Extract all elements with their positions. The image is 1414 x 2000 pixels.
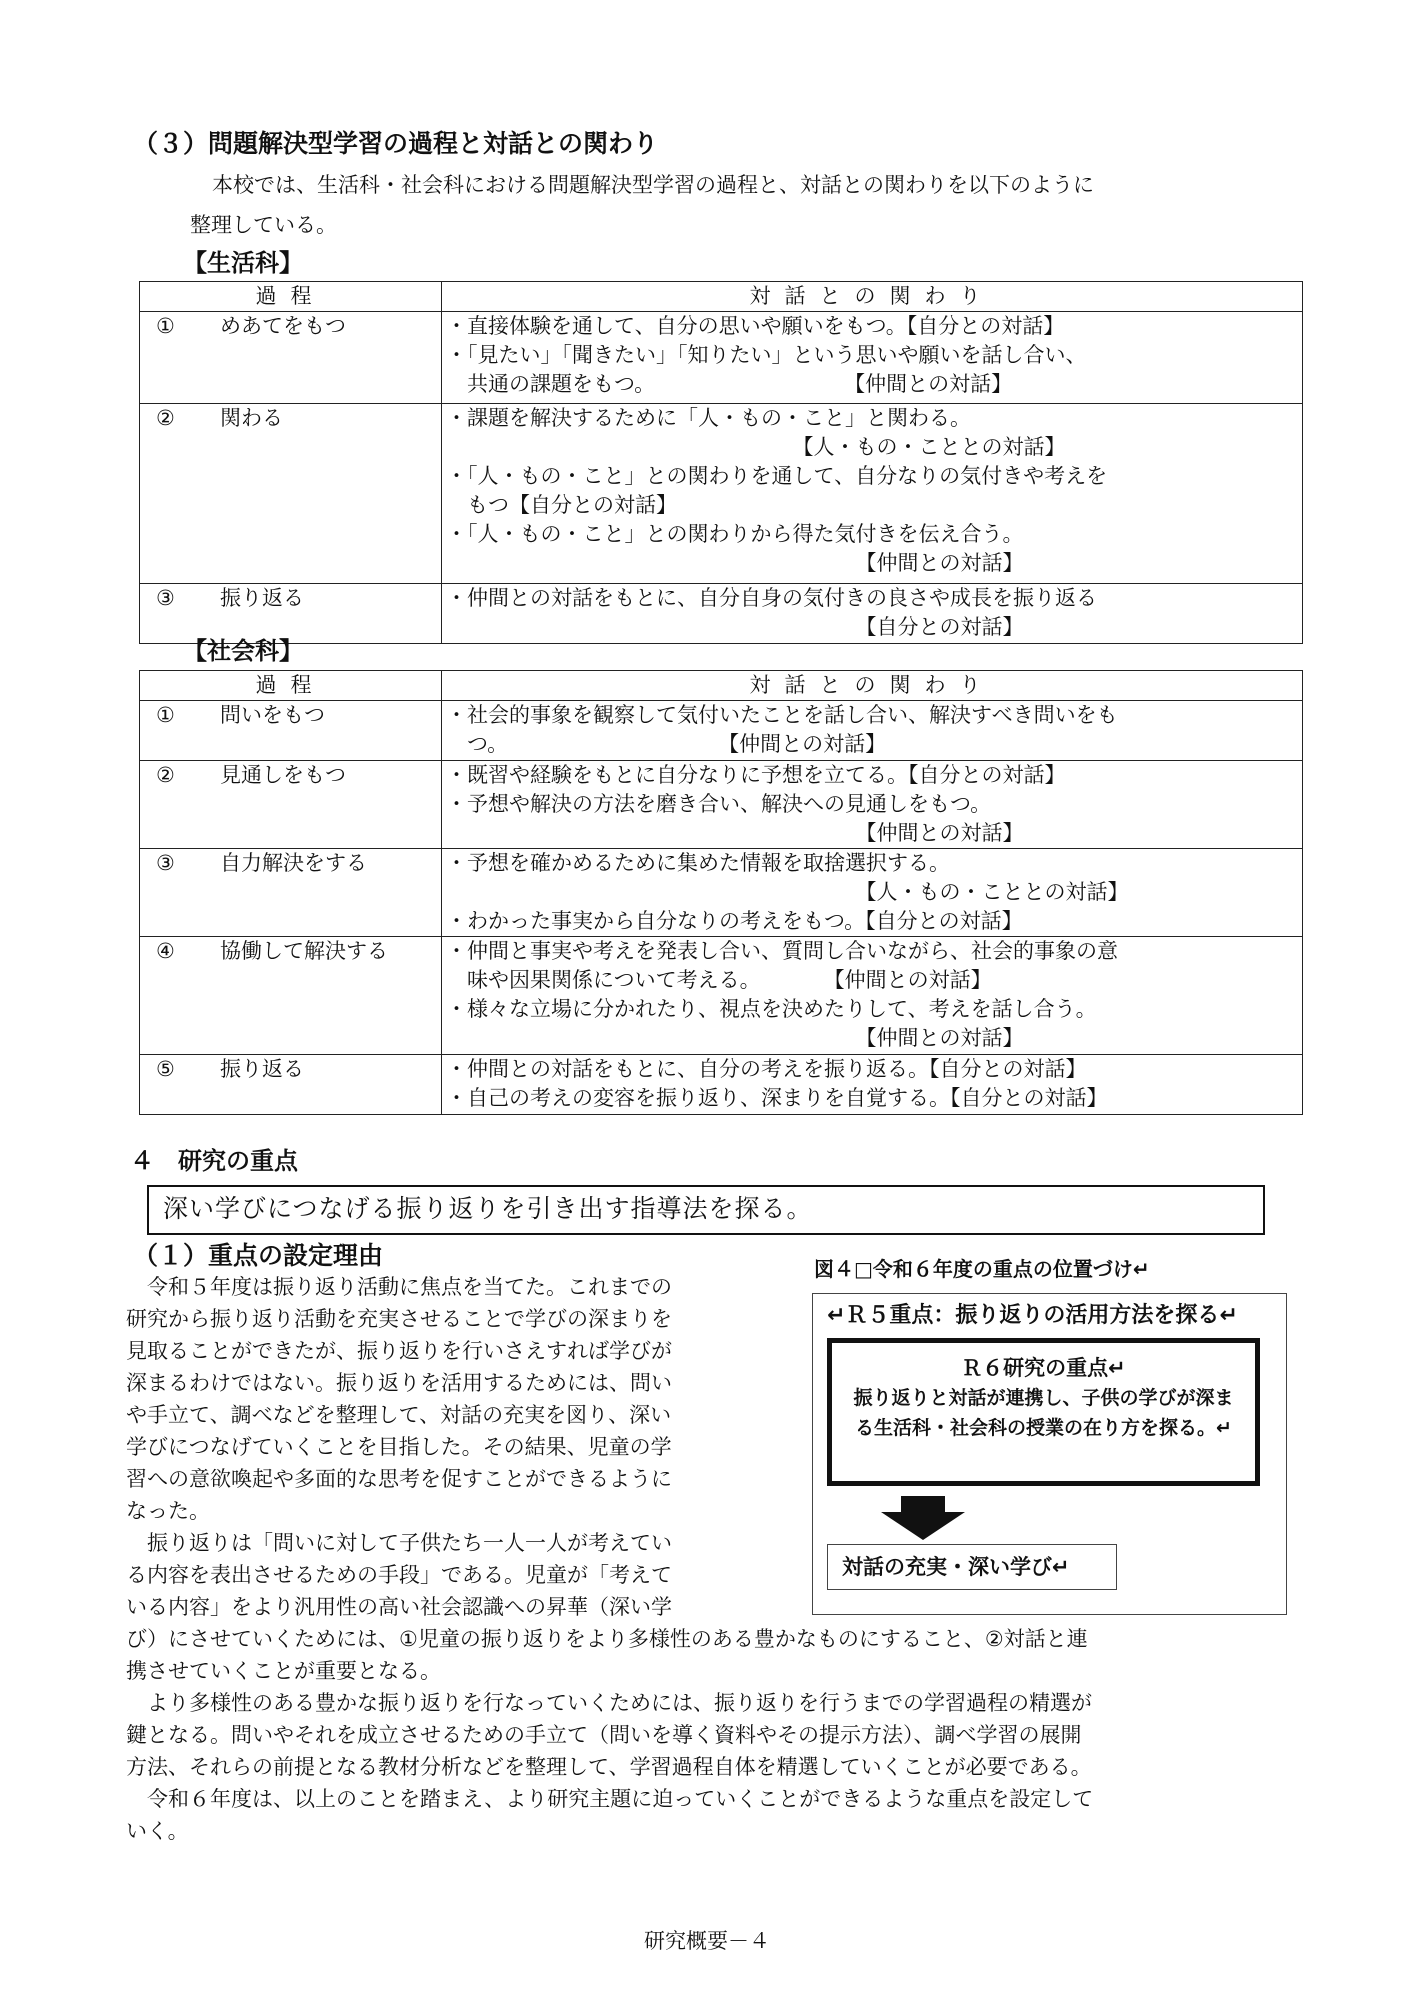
text-line: る内容を表出させるための手段」である。児童が「考えて — [126, 1563, 672, 1587]
r6-focus-box — [827, 1338, 1260, 1486]
text-line: いく。 — [126, 1819, 189, 1843]
process-label: 見通しをもつ — [220, 763, 346, 787]
dialog-line: 共通の課題をもつ。 【仲間との対話】 — [446, 372, 1013, 396]
dialog-line: 【人・もの・こととの対話】 — [446, 435, 1066, 459]
table-row — [140, 701, 1303, 761]
process-cell — [140, 404, 442, 584]
seikatsu-table — [139, 281, 1303, 644]
body-text-left — [126, 1271, 796, 1623]
dialog-line: ・「人・もの・こと」との関わりを通して、自分なりの気付きや考えを — [446, 464, 1108, 488]
dialog-line: ・社会的事象を観察して気付いたことを話し合い、解決すべき問いをも — [446, 703, 1118, 727]
column-header-process: 過程 — [140, 671, 442, 701]
figure-frame — [812, 1293, 1287, 1615]
process-cell — [140, 701, 442, 761]
process-label: めあてをもつ — [220, 314, 346, 338]
text-line: 令和５年度は振り返り活動に焦点を当てた。これまでの — [126, 1275, 672, 1299]
text-line: 研究から振り返り活動を充実させることで学びの深まりを — [126, 1307, 672, 1331]
dialog-line: ・既習や経験をもとに自分なりに予想を立てる。【自分との対話】 — [446, 763, 1066, 787]
section-heading: （３）問題解決型学習の過程と対話との関わり — [133, 129, 659, 158]
process-label: 関わる — [220, 406, 283, 430]
dialog-line: もつ【自分との対話】 — [446, 493, 677, 517]
r6-focus-line2: る生活科・社会科の授業の在り方を探る。↵ — [855, 1417, 1232, 1439]
dialog-cell — [442, 404, 1303, 584]
process-cell — [140, 312, 442, 404]
dialog-line: ・「見たい」「聞きたい」「知りたい」という思いや願いを話し合い、 — [446, 343, 1087, 367]
intro-text-line2: 整理している。 — [190, 213, 337, 237]
process-cell — [140, 1055, 442, 1115]
dialog-line: ・直接体験を通して、自分の思いや願いをもつ。【自分との対話】 — [446, 314, 1065, 338]
text-line: いる内容」をより汎用性の高い社会認識への昇華（深い学 — [126, 1595, 672, 1619]
column-header-dialog: 対話との関わり — [442, 282, 1303, 312]
process-label: 問いをもつ — [220, 703, 325, 727]
table-row — [140, 761, 1303, 849]
text-line: 携させていくことが重要となる。 — [126, 1659, 441, 1683]
dialog-line: ・様々な立場に分かれたり、視点を決めたりして、考えを話し合う。 — [446, 997, 1097, 1021]
process-cell — [140, 761, 442, 849]
dialog-line: ・仲間と事実や考えを発表し合い、質問し合いながら、社会的事象の意 — [446, 939, 1118, 963]
r6-focus-line1: 振り返りと対話が連携し、子供の学びが深ま — [853, 1387, 1234, 1409]
dialog-line: ・仲間との対話をもとに、自分自身の気付きの良さや成長を振り返る — [446, 586, 1097, 610]
dialog-cell — [442, 849, 1303, 937]
table-row — [140, 1055, 1303, 1115]
process-label: 協働して解決する — [220, 939, 388, 963]
table-row — [140, 584, 1303, 644]
shakai-title: 【社会科】 — [183, 637, 303, 665]
process-label: 自力解決をする — [220, 851, 367, 875]
dialog-cell — [442, 761, 1303, 849]
text-line: 鍵となる。問いやそれを成立させるための手立て（問いを導く資料やその提示方法）、調べ学習の展開 — [126, 1723, 1082, 1747]
down-arrow-icon — [881, 1496, 965, 1540]
shakai-table — [139, 670, 1303, 1115]
body-text-full — [126, 1623, 1306, 1847]
text-line: 学びにつなげていくことを目指した。その結果、児童の学 — [126, 1435, 672, 1459]
table-row — [140, 937, 1303, 1055]
dialog-cell — [442, 584, 1303, 644]
step-number: ② — [156, 406, 175, 430]
section4-heading: ４ 研究の重点 — [130, 1147, 298, 1175]
table-row — [140, 312, 1303, 404]
dialog-cell — [442, 937, 1303, 1055]
table-row — [140, 849, 1303, 937]
research-focus-box: 深い学びにつなげる振り返りを引き出す指導法を探る。 — [147, 1185, 1265, 1235]
subsection-heading: （１）重点の設定理由 — [133, 1241, 384, 1270]
dialog-line: ・予想を確かめるために集めた情報を取捨選択する。 — [446, 851, 950, 875]
dialog-line: つ。 【仲間との対話】 — [446, 732, 887, 756]
text-line: 見取ることができたが、振り返りを行いさえすれば学びが — [126, 1339, 672, 1363]
text-line: 深まるわけではない。振り返りを活用するためには、問い — [126, 1371, 672, 1395]
text-line: び）にさせていくためには、①児童の振り返りをより多様性のある豊かなものにすること、②対話と連 — [126, 1627, 1088, 1651]
process-cell — [140, 849, 442, 937]
r5-focus-label: ↵Ｒ５重点：振り返りの活用方法を探る↵ — [827, 1303, 1238, 1328]
text-line: 令和６年度は、以上のことを踏まえ、より研究主題に迫っていくことができるような重点を設定して — [126, 1787, 1094, 1811]
dialog-line: 【人・もの・こととの対話】 — [446, 880, 1129, 904]
text-line: 習への意欲喚起や多面的な思考を促すことができるように — [126, 1467, 672, 1491]
step-number: ④ — [156, 939, 175, 963]
step-number: ① — [156, 703, 175, 727]
dialog-cell — [442, 1055, 1303, 1115]
step-number: ⑤ — [156, 1057, 175, 1081]
column-header-process: 過程 — [140, 282, 442, 312]
table-row — [140, 404, 1303, 584]
figure-caption: 図４□令和６年度の重点の位置づけ↵ — [814, 1257, 1150, 1281]
dialog-line: ・「人・もの・こと」との関わりから得た気付きを伝え合う。 — [446, 522, 1024, 546]
dialog-line: ・わかった事実から自分なりの考えをもつ。【自分との対話】 — [446, 909, 1023, 933]
process-cell — [140, 937, 442, 1055]
text-line: 方法、それらの前提となる教材分析などを整理して、学習過程自体を精選していくことが必要である。 — [126, 1755, 1092, 1779]
dialog-line: 味や因果関係について考える。 【仲間との対話】 — [446, 968, 992, 992]
dialog-line: ・課題を解決するために「人・もの・こと」と関わる。 — [446, 406, 971, 430]
step-number: ① — [156, 314, 175, 338]
result-box: 対話の充実・深い学び↵ — [827, 1544, 1117, 1590]
r6-focus-title: Ｒ６研究の重点↵ — [961, 1356, 1126, 1380]
step-number: ③ — [156, 586, 175, 610]
dialog-cell — [442, 312, 1303, 404]
dialog-line: 【自分との対話】 — [446, 615, 1024, 639]
dialog-line: 【仲間との対話】 — [446, 551, 1024, 575]
dialog-line: 【仲間との対話】 — [446, 1026, 1024, 1050]
process-label: 振り返る — [220, 586, 304, 610]
process-label: 振り返る — [220, 1057, 304, 1081]
column-header-dialog: 対話との関わり — [442, 671, 1303, 701]
dialog-line: ・自己の考えの変容を振り返り、深まりを自覚する。【自分との対話】 — [446, 1086, 1108, 1110]
dialog-line: ・予想や解決の方法を磨き合い、解決への見通しをもつ。 — [446, 792, 992, 816]
dialog-line: 【仲間との対話】 — [446, 821, 1024, 845]
dialog-line: ・仲間との対話をもとに、自分の考えを振り返る。【自分との対話】 — [446, 1057, 1087, 1081]
dialog-cell — [442, 701, 1303, 761]
text-line: なった。 — [126, 1499, 210, 1523]
step-number: ② — [156, 763, 175, 787]
text-line: 振り返りは「問いに対して子供たち一人一人が考えてい — [126, 1531, 672, 1555]
page-footer: 研究概要－４ — [644, 1929, 770, 1953]
intro-text-line1: 本校では、生活科・社会科における問題解決型学習の過程と、対話との関わりを以下のように — [212, 173, 1094, 197]
process-cell — [140, 584, 442, 644]
seikatsu-title: 【生活科】 — [183, 249, 303, 277]
text-line: や手立て、調べなどを整理して、対話の充実を図り、深い — [126, 1403, 672, 1427]
step-number: ③ — [156, 851, 175, 875]
text-line: より多様性のある豊かな振り返りを行なっていくためには、振り返りを行うまでの学習過程の精選が — [126, 1691, 1092, 1715]
